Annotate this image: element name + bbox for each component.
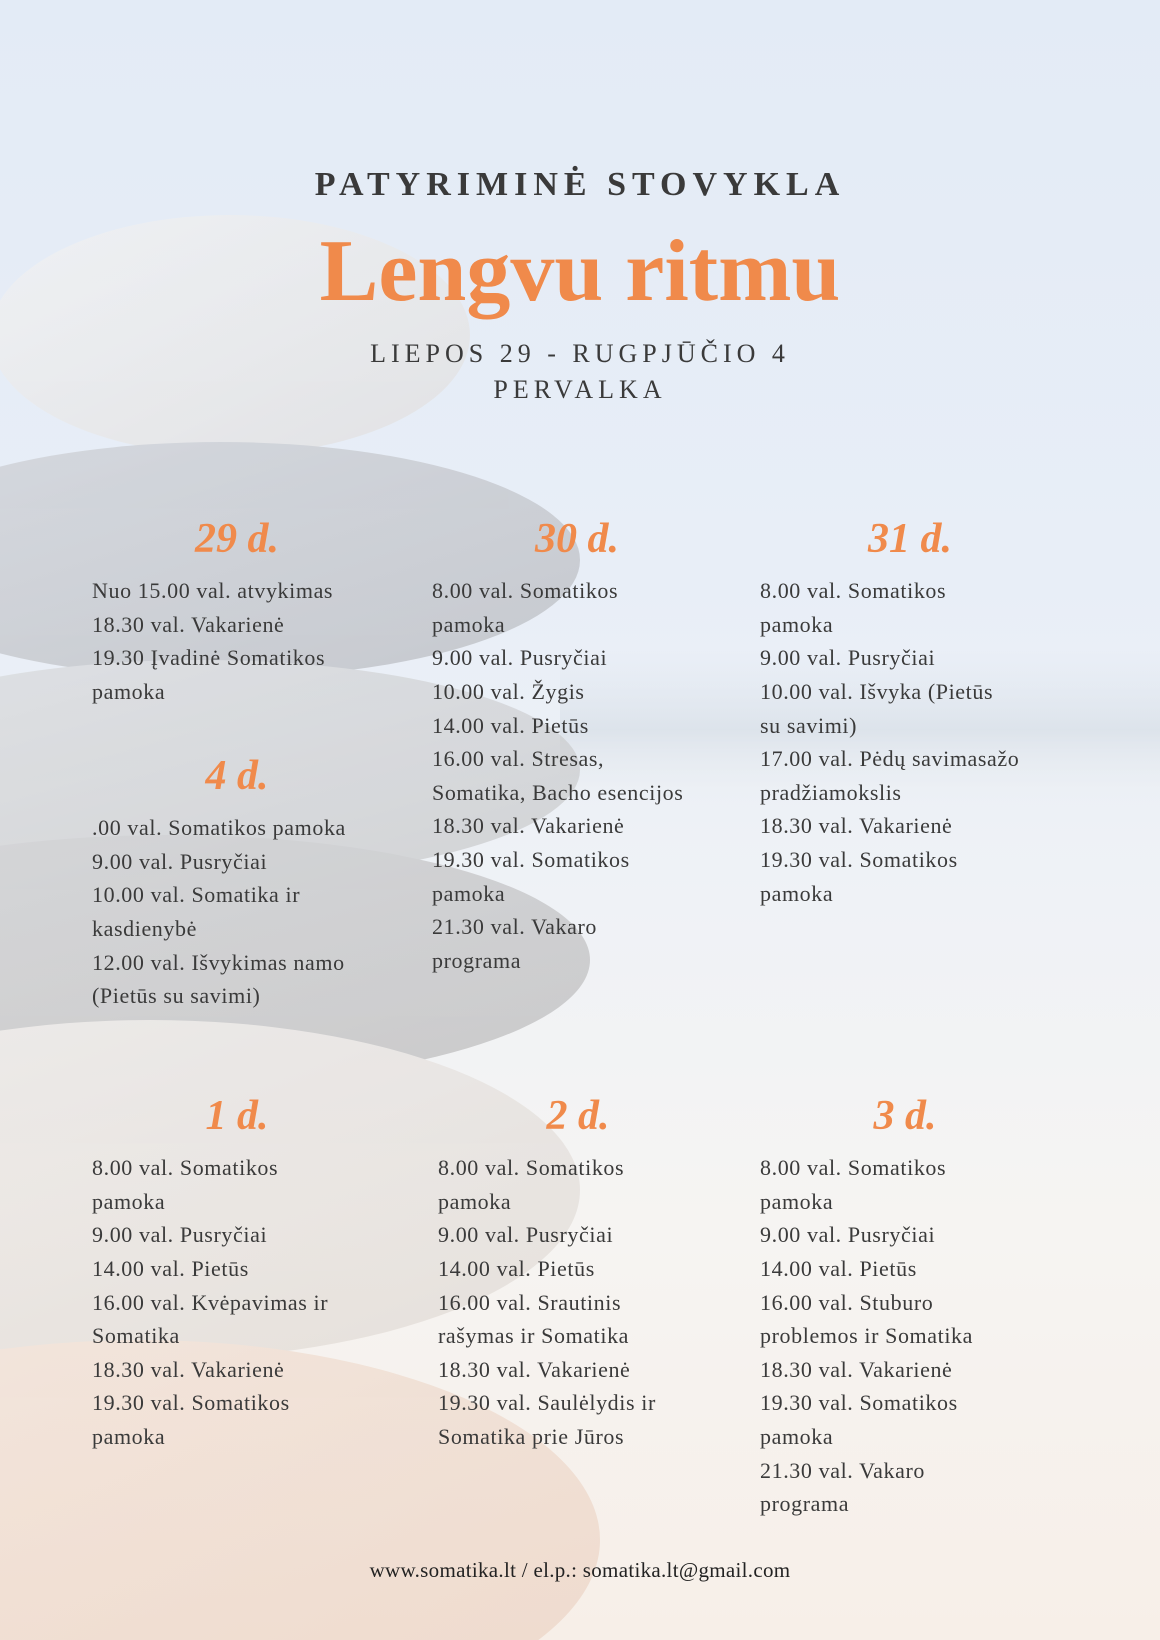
schedule-line: 16.00 val. Stresas, (432, 746, 605, 772)
schedule-line: Somatika (92, 1323, 180, 1349)
schedule-line: Somatika, Bacho esencijos (432, 779, 684, 805)
schedule-line: programa (760, 1491, 850, 1517)
schedule-list (760, 574, 1060, 910)
day-heading: 4 d. (205, 753, 269, 799)
schedule-line: 14.00 val. Pietūs (92, 1255, 249, 1281)
schedule-line: 18.30 val. Vakarienė (438, 1356, 631, 1382)
day-heading: 30 d. (535, 516, 619, 562)
schedule-line: pamoka (760, 880, 834, 906)
schedule-list (92, 574, 382, 708)
schedule-line: pamoka (438, 1188, 512, 1214)
schedule-line: 14.00 val. Pietūs (760, 1255, 917, 1281)
schedule-line: 17.00 val. Pėdų savimasažo (760, 746, 1020, 772)
schedule-line: 8.00 val. Somatikos (438, 1155, 625, 1181)
day-heading: 3 d. (873, 1093, 937, 1139)
schedule-line: 19.30 Įvadinė Somatikos (92, 645, 326, 671)
schedule-line: pamoka (760, 1423, 834, 1449)
contact-footer: www.somatika.lt / el.p.: somatika.lt@gmail.com (369, 1558, 791, 1582)
schedule-line: pamoka (92, 678, 166, 704)
schedule-line: (Pietūs su savimi) (92, 983, 261, 1009)
schedule-line: 19.30 val. Somatikos (760, 1390, 958, 1416)
day-heading: 1 d. (205, 1093, 269, 1139)
day-heading: 29 d. (195, 516, 279, 562)
schedule-line: 14.00 val. Pietūs (438, 1255, 595, 1281)
schedule-line: 8.00 val. Somatikos (432, 578, 619, 604)
schedule-line: 9.00 val. Pusryčiai (432, 645, 608, 671)
schedule-line: 19.30 val. Saulėlydis ir (438, 1390, 656, 1416)
schedule-line: 14.00 val. Pietūs (432, 712, 589, 738)
schedule-line: programa (432, 947, 522, 973)
camp-place: PERVALKA (493, 375, 667, 404)
schedule-line: 18.30 val. Vakarienė (432, 813, 625, 839)
schedule-line: 21.30 val. Vakaro (432, 914, 597, 940)
schedule-line: 10.00 val. Išvyka (Pietūs (760, 678, 994, 704)
day-heading: 2 d. (546, 1093, 610, 1139)
schedule-line: 10.00 val. Somatika ir (92, 882, 301, 908)
schedule-line: 16.00 val. Kvėpavimas ir (92, 1289, 329, 1315)
schedule-line: Nuo 15.00 val. atvykimas (92, 578, 334, 604)
day-29 (92, 516, 382, 709)
schedule-list (760, 1151, 1050, 1521)
schedule-line: 9.00 val. Pusryčiai (92, 848, 268, 874)
day-4 (92, 753, 382, 1013)
schedule-list (432, 574, 722, 977)
schedule-line: 10.00 val. Žygis (432, 678, 585, 704)
day-1 (92, 1093, 382, 1454)
camp-dates: LIEPOS 29 - RUGPJŪČIO 4 (370, 339, 790, 368)
schedule-line: kasdienybė (92, 915, 197, 941)
camp-title: Lengvu ritmu (319, 223, 841, 320)
schedule-line: 19.30 val. Somatikos (760, 846, 958, 872)
schedule-line: pamoka (92, 1423, 166, 1449)
schedule-line: 12.00 val. Išvykimas namo (92, 949, 345, 975)
schedule-line: 18.30 val. Vakarienė (760, 813, 953, 839)
schedule-line: 8.00 val. Somatikos (760, 1155, 947, 1181)
schedule-line: pamoka (432, 880, 506, 906)
schedule-line: pamoka (432, 611, 506, 637)
schedule-line: 16.00 val. Srautinis (438, 1289, 622, 1315)
camp-subtitle (0, 336, 1160, 408)
schedule-line: 18.30 val. Vakarienė (92, 1356, 285, 1382)
schedule-line: 8.00 val. Somatikos (92, 1155, 279, 1181)
schedule-list (438, 1151, 718, 1453)
schedule-list (92, 811, 382, 1013)
schedule-line: su savimi) (760, 712, 858, 738)
schedule-line: 9.00 val. Pusryčiai (760, 645, 936, 671)
schedule-line: pamoka (760, 1188, 834, 1214)
day-2 (438, 1093, 718, 1454)
schedule-line: pradžiamokslis (760, 779, 902, 805)
day-heading: 31 d. (868, 516, 952, 562)
schedule-line: rašymas ir Somatika (438, 1323, 630, 1349)
schedule-line: 18.30 val. Vakarienė (92, 611, 285, 637)
day-31 (760, 516, 1060, 910)
schedule-list (92, 1151, 382, 1453)
schedule-line: 19.30 val. Somatikos (432, 846, 630, 872)
schedule-line: .00 val. Somatikos pamoka (92, 815, 346, 841)
schedule-line: Somatika prie Jūros (438, 1423, 625, 1449)
schedule-line: 9.00 val. Pusryčiai (760, 1222, 936, 1248)
schedule-line: 9.00 val. Pusryčiai (438, 1222, 614, 1248)
schedule-line: pamoka (92, 1188, 166, 1214)
schedule-line: 21.30 val. Vakaro (760, 1457, 925, 1483)
schedule-line: pamoka (760, 611, 834, 637)
schedule-line: problemos ir Somatika (760, 1323, 974, 1349)
day-3 (760, 1093, 1050, 1521)
schedule-line: 8.00 val. Somatikos (760, 578, 947, 604)
schedule-line: 19.30 val. Somatikos (92, 1390, 290, 1416)
schedule-line: 9.00 val. Pusryčiai (92, 1222, 268, 1248)
schedule-line: 16.00 val. Stuburo (760, 1289, 934, 1315)
day-30 (432, 516, 722, 977)
camp-kicker: PATYRIMINĖ STOVYKLA (314, 166, 846, 203)
schedule-line: 18.30 val. Vakarienė (760, 1356, 953, 1382)
